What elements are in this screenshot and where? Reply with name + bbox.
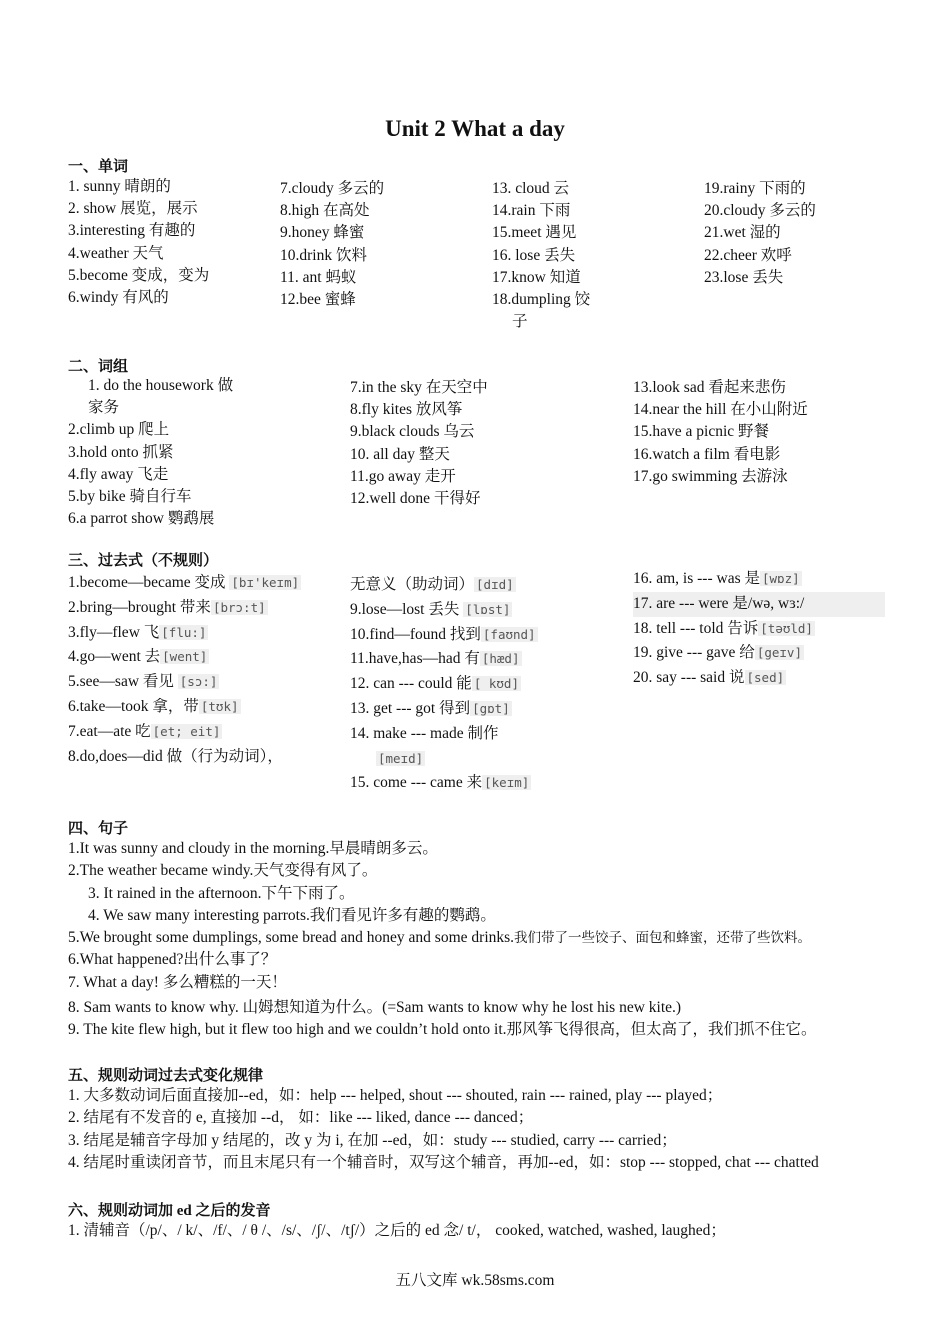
phonetic: [bɪ'keɪm] xyxy=(231,575,300,590)
list-item: 11.go away 走开 xyxy=(350,467,456,485)
list-item: 12.well done 干得好 xyxy=(350,489,481,507)
list-item: 17.know 知道 xyxy=(492,268,581,286)
list-item-continuation: 家务 xyxy=(88,399,120,417)
list-item: 3.hold onto 抓紧 xyxy=(68,443,174,461)
sentence: 9. The kite flew high, but it flew too high and we couldn’t hold onto it.那风筝飞得很高，但太高了，我们抓不住它。 xyxy=(68,1021,817,1039)
list-item: 23.lose 丢失 xyxy=(704,268,784,286)
sentence: 3. It rained in the afternoon.下午下雨了。 xyxy=(88,884,355,902)
highlighted-text: 17. are --- were 是/wə, wɜ:/ xyxy=(633,592,885,617)
rule-item: 1. 清辅音（/p/、/ k/、/f/、/ θ /、/s/、/ʃ/、/tʃ/）之后的 ed 念/ t/， cooked, watched, washed, laughed； xyxy=(68,1222,726,1239)
list-item: 7.in the sky 在天空中 xyxy=(350,379,488,396)
list-item: 5.by bike 骑自行车 xyxy=(68,487,192,505)
sentence: 7. What a day! 多么糟糕的一天！ xyxy=(68,973,287,991)
phonetic: [ kʊd] xyxy=(473,676,519,692)
phonetic: [et; eit] xyxy=(152,723,221,739)
sentence: 6.What happened?出什么事了？ xyxy=(68,951,277,969)
phonetic: [flu:] xyxy=(161,624,207,640)
list-item: 7.cloudy 多云的 xyxy=(280,180,385,197)
list-item: 7.eat—ate 吃 [et; eit] xyxy=(68,722,221,740)
list-item: 14.near the hill 在小山附近 xyxy=(633,401,808,419)
section-heading-sentences: 四、句子 xyxy=(68,821,129,837)
footer-watermark: 五八文库 wk.58sms.com xyxy=(395,1272,555,1289)
list-item: 10.drink 饮料 xyxy=(280,246,367,264)
section-heading-regular-rules: 五、规则动词过去式变化规律 xyxy=(68,1068,264,1084)
section-heading-ed-pronunciation: 六、规则动词加 ed 之后的发音 xyxy=(68,1203,271,1219)
list-item: 21.wet 湿的 xyxy=(704,224,781,242)
list-item: 1. sunny 晴朗的 xyxy=(68,178,171,195)
rules-list xyxy=(68,1085,819,1174)
phonetic: [faʊnd] xyxy=(482,626,536,642)
list-item-continuation xyxy=(350,747,538,772)
phonetic: [sɔ:] xyxy=(179,674,218,690)
list-item: 无意义（助动词） [dɪd] xyxy=(350,576,514,593)
phrases-column-3 xyxy=(633,377,808,488)
phrases-column-2 xyxy=(350,377,488,510)
list-item: 5.become 变成，变为 xyxy=(68,266,210,284)
section-heading-irregular-past: 三、过去式（不规则） xyxy=(68,553,219,569)
sentences-list xyxy=(68,838,817,1041)
list-item: 15.meet 遇见 xyxy=(492,224,577,242)
list-item: 18. tell --- told 告诉 [təʊld] xyxy=(633,619,813,637)
list-item: 10.find—found 找到 [faʊnd] xyxy=(350,625,536,643)
phonetic: [geɪv] xyxy=(756,645,802,661)
sentence: 4. We saw many interesting parrots.我们看见许多有趣的鹦鹉。 xyxy=(88,906,496,924)
list-item: 6.windy 有风的 xyxy=(68,288,169,306)
sentence: 1.It was sunny and cloudy in the morning.早晨晴朗多云。 xyxy=(68,840,438,857)
list-item: 16. am, is --- was 是 [wɒz] xyxy=(633,570,800,587)
list-item: 14.rain 下雨 xyxy=(492,202,571,220)
sentence: 2.The weather became windy.天气变得有风了。 xyxy=(68,862,378,880)
list-item: 8.fly kites 放风筝 xyxy=(350,401,463,419)
list-item: 19.rainy 下雨的 xyxy=(704,180,806,197)
list-item: 2.climb up 爬上 xyxy=(68,421,170,439)
list-item: 9.black clouds 乌云 xyxy=(350,423,475,441)
list-item: 4.weather 天气 xyxy=(68,244,164,262)
phonetic: [tʊk] xyxy=(200,698,239,714)
list-item: 18.dumpling 饺 xyxy=(492,290,591,308)
list-item: 9.honey 蜂蜜 xyxy=(280,224,365,242)
list-item: 4.fly away 飞走 xyxy=(68,465,169,483)
phonetic: [hæd] xyxy=(481,651,520,667)
phonetic: [lɒst] xyxy=(465,601,511,617)
list-item: 13.look sad 看起来悲伤 xyxy=(633,379,786,396)
list-item: 14. make --- made 制作 xyxy=(350,724,499,742)
rule-item: 3. 结尾是辅音字母加 y 结尾的，改 y 为 i, 在加 --ed，如：study --- studied, carry --- carried； xyxy=(68,1131,677,1149)
phonetic: [gɒt] xyxy=(472,700,510,716)
list-item: 2.bring—brought 带来 [brɔ:t] xyxy=(68,598,266,616)
phonetic: [sed] xyxy=(746,670,785,686)
list-item: 10. all day 整天 xyxy=(350,445,450,463)
list-item: 20.cloudy 多云的 xyxy=(704,202,816,220)
rule-item: 2. 结尾有不发音的 e, 直接加 --d， 如：like --- liked, dance --- danced； xyxy=(68,1109,534,1127)
sentence: 5.We brought some dumplings, some bread and honey and some drinks.我们带了一些饺子、面包和蜂蜜，还带了些饮料。 xyxy=(68,929,812,947)
list-item: 13. cloud 云 xyxy=(492,180,570,197)
list-item: 5.see—saw 看见 [sɔ:] xyxy=(68,673,218,691)
phrases-column-1 xyxy=(68,375,233,530)
list-item: 8.do,does—did 做（行为动词）， xyxy=(68,747,283,765)
list-item: 2. show 展览，展示 xyxy=(68,200,198,218)
list-item: 12. can --- could 能 [ kʊd] xyxy=(350,675,519,693)
phonetic: [wɒz] xyxy=(762,571,800,586)
list-item: 3.fly—flew 飞 [flu:] xyxy=(68,623,207,641)
list-item: 20. say --- said 说 [sed] xyxy=(633,669,785,687)
list-item: 8.high 在高处 xyxy=(280,202,370,220)
words-column-1 xyxy=(68,176,209,309)
sentence: 8. Sam wants to know why. 山姆想知道为什么。(=Sam wants to know why he lost his new kite.) xyxy=(68,998,682,1016)
page-title: Unit 2 What a day xyxy=(385,116,565,141)
past-tense-column-3 xyxy=(633,567,885,691)
list-item: 22.cheer 欢呼 xyxy=(704,246,792,264)
section-heading-words: 一、单词 xyxy=(68,159,129,175)
list-item: 6.a parrot show 鹦鹉展 xyxy=(68,510,215,528)
phonetic: [meɪd] xyxy=(378,750,424,766)
phonetic: [dɪd] xyxy=(476,577,514,592)
list-item: 11.have,has—had 有 [hæd] xyxy=(350,650,520,668)
list-item: 17.go swimming 去游泳 xyxy=(633,467,788,485)
list-item: 4.go—went 去 [went] xyxy=(68,648,208,666)
list-item: 1.become—became 变成 [bɪ'keɪm] xyxy=(68,574,300,591)
list-item: 9.lose—lost 丢失 [lɒst] xyxy=(350,600,511,618)
list-item: 11. ant 蚂蚁 xyxy=(280,268,357,286)
list-item: 1. do the housework 做 xyxy=(88,377,234,394)
list-item: 16. lose 丢失 xyxy=(492,246,576,264)
words-column-4 xyxy=(704,178,816,289)
rule-item: 4. 结尾时重读闭音节，而且末尾只有一个辅音时，双写这个辅音，再加--ed，如：stop --- stopped, chat --- chatted xyxy=(68,1153,819,1171)
list-item: 12.bee 蜜蜂 xyxy=(280,290,356,308)
list-item-continuation: 子 xyxy=(512,313,528,331)
section-heading-phrases: 二、词组 xyxy=(68,359,129,375)
list-item: 15. come --- came 来 [keɪm] xyxy=(350,774,530,792)
words-column-3 xyxy=(492,178,590,333)
words-column-2 xyxy=(280,178,384,311)
list-item: 15.have a picnic 野餐 xyxy=(633,423,770,441)
list-item xyxy=(633,592,885,617)
rule-item: 1. 大多数动词后面直接加--ed，如：help --- helped, shout --- shouted, rain --- rained, play --- played； xyxy=(68,1087,723,1104)
list-item: 3.interesting 有趣的 xyxy=(68,222,196,240)
past-tense-column-2 xyxy=(350,573,538,796)
past-tense-column-1 xyxy=(68,571,301,769)
pronunciation-list xyxy=(68,1220,726,1242)
phonetic: [brɔ:t] xyxy=(212,599,266,615)
list-item: 6.take—took 拿，带 [tʊk] xyxy=(68,697,239,715)
list-item: 19. give --- gave 给 [geɪv] xyxy=(633,644,802,662)
list-item: 13. get --- got 得到 [gɒt] xyxy=(350,699,510,717)
phonetic: [keɪm] xyxy=(484,775,530,791)
list-item: 16.watch a film 看电影 xyxy=(633,445,781,463)
phonetic: [təʊld] xyxy=(760,620,813,636)
phonetic: [went] xyxy=(162,649,208,665)
